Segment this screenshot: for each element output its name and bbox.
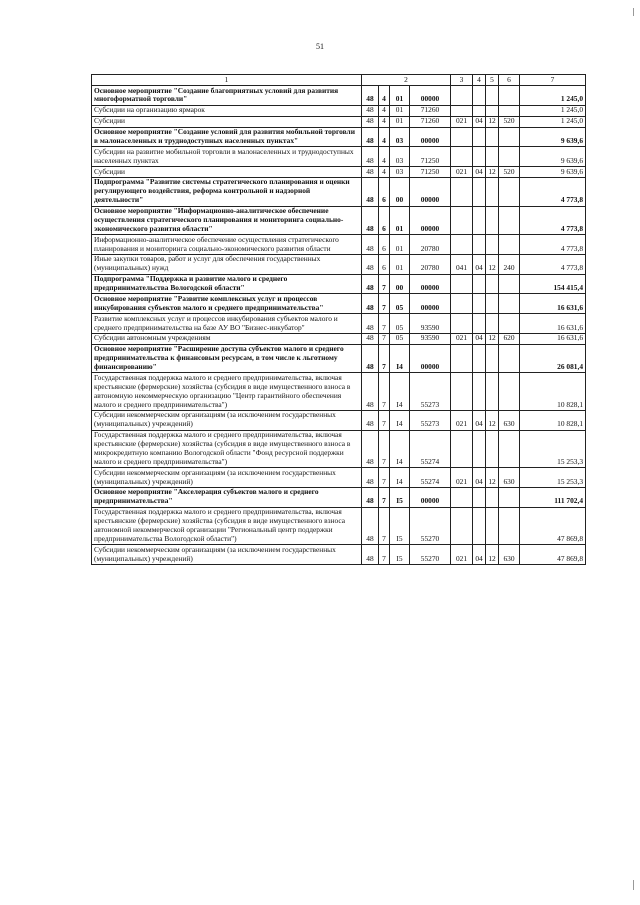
code-program: 48 — [362, 116, 379, 127]
code-direction: 00000 — [410, 487, 451, 507]
code-department — [451, 507, 473, 545]
code-section — [473, 373, 486, 411]
code-expense-type — [499, 314, 520, 334]
row-amount: 154 415,4 — [520, 274, 586, 294]
code-program: 48 — [362, 127, 379, 147]
row-amount: 9 639,6 — [520, 147, 586, 167]
row-name: Государственная поддержка малого и среднего предпринимательства, включая крестьянские (фермерские) хозяйства (субсидия в виде имущественного взноса в автономную некоммерческую организацию "Центр гарантийного обеспечения малого и среднего предпринимательства") — [92, 373, 362, 411]
code-subsection: 12 — [486, 116, 499, 127]
code-subprogram: 7 — [379, 373, 390, 411]
code-section: 04 — [473, 468, 486, 488]
scan-edge-mark — [633, 880, 634, 890]
code-subsection — [486, 314, 499, 334]
code-subprogram: 4 — [379, 127, 390, 147]
code-subprogram: 4 — [379, 105, 390, 116]
row-amount: 1 245,0 — [520, 116, 586, 127]
row-amount: 16 631,6 — [520, 294, 586, 314]
code-direction: 00000 — [410, 177, 451, 206]
row-amount: 9 639,6 — [520, 127, 586, 147]
code-direction: 71260 — [410, 105, 451, 116]
code-direction: 00000 — [410, 294, 451, 314]
code-section: 04 — [473, 167, 486, 178]
column-header: 3 — [451, 75, 473, 86]
code-expense-type: 240 — [499, 254, 520, 274]
code-subsection — [486, 235, 499, 255]
table-row — [92, 294, 586, 314]
code-program: 48 — [362, 147, 379, 167]
column-header: 4 — [473, 75, 486, 86]
row-amount: 4 773,8 — [520, 177, 586, 206]
code-subsection — [486, 507, 499, 545]
row-name: Иные закупки товаров, работ и услуг для обеспечения государственных (муниципальных) нужд — [92, 254, 362, 274]
row-amount: 26 081,4 — [520, 344, 586, 373]
code-department: 021 — [451, 167, 473, 178]
row-name: Основное мероприятие "Создание условий для развития мобильной торговли в малонаселенных и труднодоступных населенных пунктах" — [92, 127, 362, 147]
code-expense-type — [499, 127, 520, 147]
code-department — [451, 274, 473, 294]
code-expense-type: 520 — [499, 167, 520, 178]
table-row — [92, 235, 586, 255]
row-amount: 10 828,1 — [520, 410, 586, 430]
table-row — [92, 254, 586, 274]
code-subsection — [486, 177, 499, 206]
row-amount: 10 828,1 — [520, 373, 586, 411]
code-department — [451, 373, 473, 411]
table-row — [92, 86, 586, 106]
code-event: I5 — [390, 545, 410, 565]
code-subprogram: 7 — [379, 468, 390, 488]
row-name: Субсидии на организацию ярмарок — [92, 105, 362, 116]
code-program: 48 — [362, 86, 379, 106]
table-row — [92, 344, 586, 373]
row-name: Субсидии некоммерческим организациям (за исключением государственных (муниципальных) учреждений) — [92, 545, 362, 565]
code-expense-type — [499, 177, 520, 206]
code-event: I4 — [390, 468, 410, 488]
code-section: 04 — [473, 410, 486, 430]
code-subprogram: 7 — [379, 314, 390, 334]
code-direction: 93590 — [410, 333, 451, 344]
code-program: 48 — [362, 468, 379, 488]
code-department — [451, 177, 473, 206]
code-event: I4 — [390, 344, 410, 373]
code-direction: 71250 — [410, 167, 451, 178]
code-direction: 71260 — [410, 116, 451, 127]
code-direction: 55274 — [410, 430, 451, 468]
code-direction: 00000 — [410, 274, 451, 294]
code-subprogram: 6 — [379, 177, 390, 206]
code-expense-type: 630 — [499, 468, 520, 488]
code-event: I4 — [390, 430, 410, 468]
code-section — [473, 235, 486, 255]
code-subsection — [486, 127, 499, 147]
code-department: 041 — [451, 254, 473, 274]
code-subsection — [486, 206, 499, 235]
code-department: 021 — [451, 333, 473, 344]
code-department — [451, 105, 473, 116]
code-expense-type — [499, 147, 520, 167]
code-expense-type — [499, 487, 520, 507]
code-section — [473, 344, 486, 373]
row-name: Развитие комплексных услуг и процессов инкубирования субъектов малого и среднего предпринимательства на базе АУ ВО "Бизнес-инкубатор" — [92, 314, 362, 334]
code-program: 48 — [362, 333, 379, 344]
code-event: I5 — [390, 507, 410, 545]
code-subprogram: 7 — [379, 487, 390, 507]
code-section: 04 — [473, 116, 486, 127]
code-department — [451, 235, 473, 255]
code-expense-type: 520 — [499, 116, 520, 127]
code-subprogram: 6 — [379, 206, 390, 235]
table-row — [92, 105, 586, 116]
code-expense-type — [499, 430, 520, 468]
code-subsection: 12 — [486, 333, 499, 344]
code-section: 04 — [473, 545, 486, 565]
code-event: 01 — [390, 105, 410, 116]
row-name: Субсидии на развитие мобильной торговли в малонаселенных и труднодоступных населенных пунктах — [92, 147, 362, 167]
code-event: 01 — [390, 116, 410, 127]
table-row — [92, 127, 586, 147]
row-name: Основное мероприятие "Акселерация субъектов малого и среднего предпринимательства" — [92, 487, 362, 507]
table-row — [92, 167, 586, 178]
code-event: 00 — [390, 274, 410, 294]
code-expense-type — [499, 344, 520, 373]
row-amount: 16 631,6 — [520, 314, 586, 334]
scan-edge-mark — [633, 8, 634, 16]
table-row — [92, 333, 586, 344]
code-expense-type — [499, 105, 520, 116]
code-subsection: 12 — [486, 410, 499, 430]
code-direction: 00000 — [410, 127, 451, 147]
code-expense-type: 630 — [499, 545, 520, 565]
table-body — [92, 86, 586, 565]
code-department — [451, 86, 473, 106]
row-name: Государственная поддержка малого и среднего предпринимательства, включая крестьянские (фермерские) хозяйства (субсидия в виде имущественного взноса автономной некоммерческой организации "Региональный центр поддержки предпринимательства Вологодской области") — [92, 507, 362, 545]
code-event: 05 — [390, 294, 410, 314]
code-direction: 55273 — [410, 373, 451, 411]
code-section — [473, 177, 486, 206]
code-section — [473, 105, 486, 116]
column-header: 7 — [520, 75, 586, 86]
code-subprogram: 7 — [379, 430, 390, 468]
code-event: I5 — [390, 487, 410, 507]
code-direction: 55273 — [410, 410, 451, 430]
column-header: 1 — [92, 75, 362, 86]
row-name: Основное мероприятие "Расширение доступа субъектов малого и среднего предпринимательства к финансовым ресурсам, в том числе к льготному финансированию" — [92, 344, 362, 373]
code-expense-type — [499, 294, 520, 314]
code-section — [473, 314, 486, 334]
table-row — [92, 507, 586, 545]
code-subprogram: 7 — [379, 294, 390, 314]
code-expense-type — [499, 86, 520, 106]
row-name: Основное мероприятие "Информационно-аналитическое обеспечение осуществления стратегического планирования и мониторинга социально-экономического развития области" — [92, 206, 362, 235]
code-section — [473, 206, 486, 235]
code-program: 48 — [362, 487, 379, 507]
code-section — [473, 127, 486, 147]
code-expense-type: 620 — [499, 333, 520, 344]
code-subsection — [486, 274, 499, 294]
code-section — [473, 147, 486, 167]
code-direction: 20780 — [410, 254, 451, 274]
code-program: 48 — [362, 430, 379, 468]
code-subsection — [486, 487, 499, 507]
code-subprogram: 7 — [379, 333, 390, 344]
row-amount: 15 253,3 — [520, 430, 586, 468]
row-name: Субсидии некоммерческим организациям (за исключением государственных (муниципальных) учреждений) — [92, 410, 362, 430]
row-name: Основное мероприятие "Развитие комплексных услуг и процессов инкубирования субъектов малого и среднего предпринимательства" — [92, 294, 362, 314]
code-direction: 00000 — [410, 206, 451, 235]
code-subsection — [486, 294, 499, 314]
table-row — [92, 373, 586, 411]
table-row — [92, 147, 586, 167]
code-subprogram: 7 — [379, 344, 390, 373]
code-section — [473, 294, 486, 314]
code-event: 03 — [390, 127, 410, 147]
row-name: Субсидии — [92, 116, 362, 127]
row-amount: 4 773,8 — [520, 206, 586, 235]
code-event: 05 — [390, 314, 410, 334]
code-section: 04 — [473, 254, 486, 274]
row-amount: 111 702,4 — [520, 487, 586, 507]
code-department — [451, 314, 473, 334]
column-header: 2 — [362, 75, 451, 86]
row-name: Подпрограмма "Поддержка и развитие малого и среднего предпринимательства Вологодской области" — [92, 274, 362, 294]
code-direction: 55270 — [410, 507, 451, 545]
code-subprogram: 4 — [379, 167, 390, 178]
table-row — [92, 206, 586, 235]
code-event: 01 — [390, 254, 410, 274]
column-header: 5 — [486, 75, 499, 86]
code-direction: 20780 — [410, 235, 451, 255]
code-expense-type: 630 — [499, 410, 520, 430]
code-department — [451, 206, 473, 235]
code-department — [451, 430, 473, 468]
code-expense-type — [499, 235, 520, 255]
row-amount: 4 773,8 — [520, 235, 586, 255]
code-section — [473, 274, 486, 294]
code-subprogram: 7 — [379, 545, 390, 565]
code-program: 48 — [362, 167, 379, 178]
code-subsection — [486, 344, 499, 373]
code-department: 021 — [451, 545, 473, 565]
code-subsection: 12 — [486, 468, 499, 488]
code-event: 01 — [390, 206, 410, 235]
table-header-row — [92, 75, 586, 86]
code-event: 01 — [390, 86, 410, 106]
code-program: 48 — [362, 274, 379, 294]
code-direction: 55270 — [410, 545, 451, 565]
code-subprogram: 4 — [379, 147, 390, 167]
code-direction: 71250 — [410, 147, 451, 167]
code-program: 48 — [362, 294, 379, 314]
code-direction: 93590 — [410, 314, 451, 334]
table-row — [92, 545, 586, 565]
code-expense-type — [499, 507, 520, 545]
code-section — [473, 507, 486, 545]
code-department — [451, 147, 473, 167]
code-department: 021 — [451, 410, 473, 430]
table-row — [92, 314, 586, 334]
code-department: 021 — [451, 468, 473, 488]
code-program: 48 — [362, 206, 379, 235]
code-section — [473, 86, 486, 106]
table-row — [92, 116, 586, 127]
code-program: 48 — [362, 373, 379, 411]
row-amount: 1 245,0 — [520, 86, 586, 106]
code-program: 48 — [362, 235, 379, 255]
code-expense-type — [499, 373, 520, 411]
row-amount: 15 253,3 — [520, 468, 586, 488]
row-amount: 47 869,8 — [520, 545, 586, 565]
code-subsection — [486, 105, 499, 116]
code-direction: 55274 — [410, 468, 451, 488]
code-department — [451, 127, 473, 147]
code-subsection: 12 — [486, 545, 499, 565]
table-row — [92, 177, 586, 206]
row-amount: 47 869,8 — [520, 507, 586, 545]
code-department: 021 — [451, 116, 473, 127]
code-subsection: 12 — [486, 254, 499, 274]
code-department — [451, 344, 473, 373]
code-event: I4 — [390, 373, 410, 411]
code-expense-type — [499, 274, 520, 294]
code-program: 48 — [362, 177, 379, 206]
code-subsection — [486, 86, 499, 106]
code-subprogram: 7 — [379, 410, 390, 430]
code-subprogram: 4 — [379, 116, 390, 127]
code-subsection: 12 — [486, 167, 499, 178]
code-program: 48 — [362, 254, 379, 274]
row-name: Субсидии автономным учреждениям — [92, 333, 362, 344]
table-row — [92, 274, 586, 294]
code-event: 03 — [390, 147, 410, 167]
code-expense-type — [499, 206, 520, 235]
code-section — [473, 487, 486, 507]
row-name: Государственная поддержка малого и среднего предпринимательства, включая крестьянские (фермерские) хозяйства (субсидия в виде имущественного взноса в микрокредитную компанию Вологодской области "Фонд ресурсной поддержки малого и среднего предпринимательства") — [92, 430, 362, 468]
budget-table — [91, 74, 586, 565]
code-program: 48 — [362, 344, 379, 373]
code-department — [451, 294, 473, 314]
code-direction: 00000 — [410, 344, 451, 373]
code-section: 04 — [473, 333, 486, 344]
row-name: Информационно-аналитическое обеспечение осуществления стратегического планирования и мониторинга социально-экономического развития области — [92, 235, 362, 255]
code-subsection — [486, 147, 499, 167]
code-program: 48 — [362, 507, 379, 545]
code-event: 01 — [390, 235, 410, 255]
code-subprogram: 7 — [379, 507, 390, 545]
table-row — [92, 487, 586, 507]
row-amount: 9 639,6 — [520, 167, 586, 178]
code-event: I4 — [390, 410, 410, 430]
code-subsection — [486, 430, 499, 468]
row-name: Субсидии некоммерческим организациям (за исключением государственных (муниципальных) учреждений) — [92, 468, 362, 488]
code-section — [473, 430, 486, 468]
code-subprogram: 6 — [379, 235, 390, 255]
row-name: Подпрограмма "Развитие системы стратегического планирования и оценки регулирующего воздействия, реформа контрольной и надзорной деятельности" — [92, 177, 362, 206]
row-name: Субсидии — [92, 167, 362, 178]
code-program: 48 — [362, 545, 379, 565]
code-subprogram: 7 — [379, 274, 390, 294]
code-program: 48 — [362, 410, 379, 430]
row-amount: 16 631,6 — [520, 333, 586, 344]
code-subsection — [486, 373, 499, 411]
row-amount: 4 773,8 — [520, 254, 586, 274]
page-number: 51 — [316, 42, 324, 51]
table-row — [92, 410, 586, 430]
column-header: 6 — [499, 75, 520, 86]
table-row — [92, 468, 586, 488]
code-direction: 00000 — [410, 86, 451, 106]
code-program: 48 — [362, 314, 379, 334]
code-event: 00 — [390, 177, 410, 206]
code-subprogram: 6 — [379, 254, 390, 274]
code-program: 48 — [362, 105, 379, 116]
table-row — [92, 430, 586, 468]
row-amount: 1 245,0 — [520, 105, 586, 116]
row-name: Основное мероприятие "Создание благоприятных условий для развития многоформатной торговли" — [92, 86, 362, 106]
code-department — [451, 487, 473, 507]
code-subprogram: 4 — [379, 86, 390, 106]
code-event: 03 — [390, 167, 410, 178]
code-event: 05 — [390, 333, 410, 344]
